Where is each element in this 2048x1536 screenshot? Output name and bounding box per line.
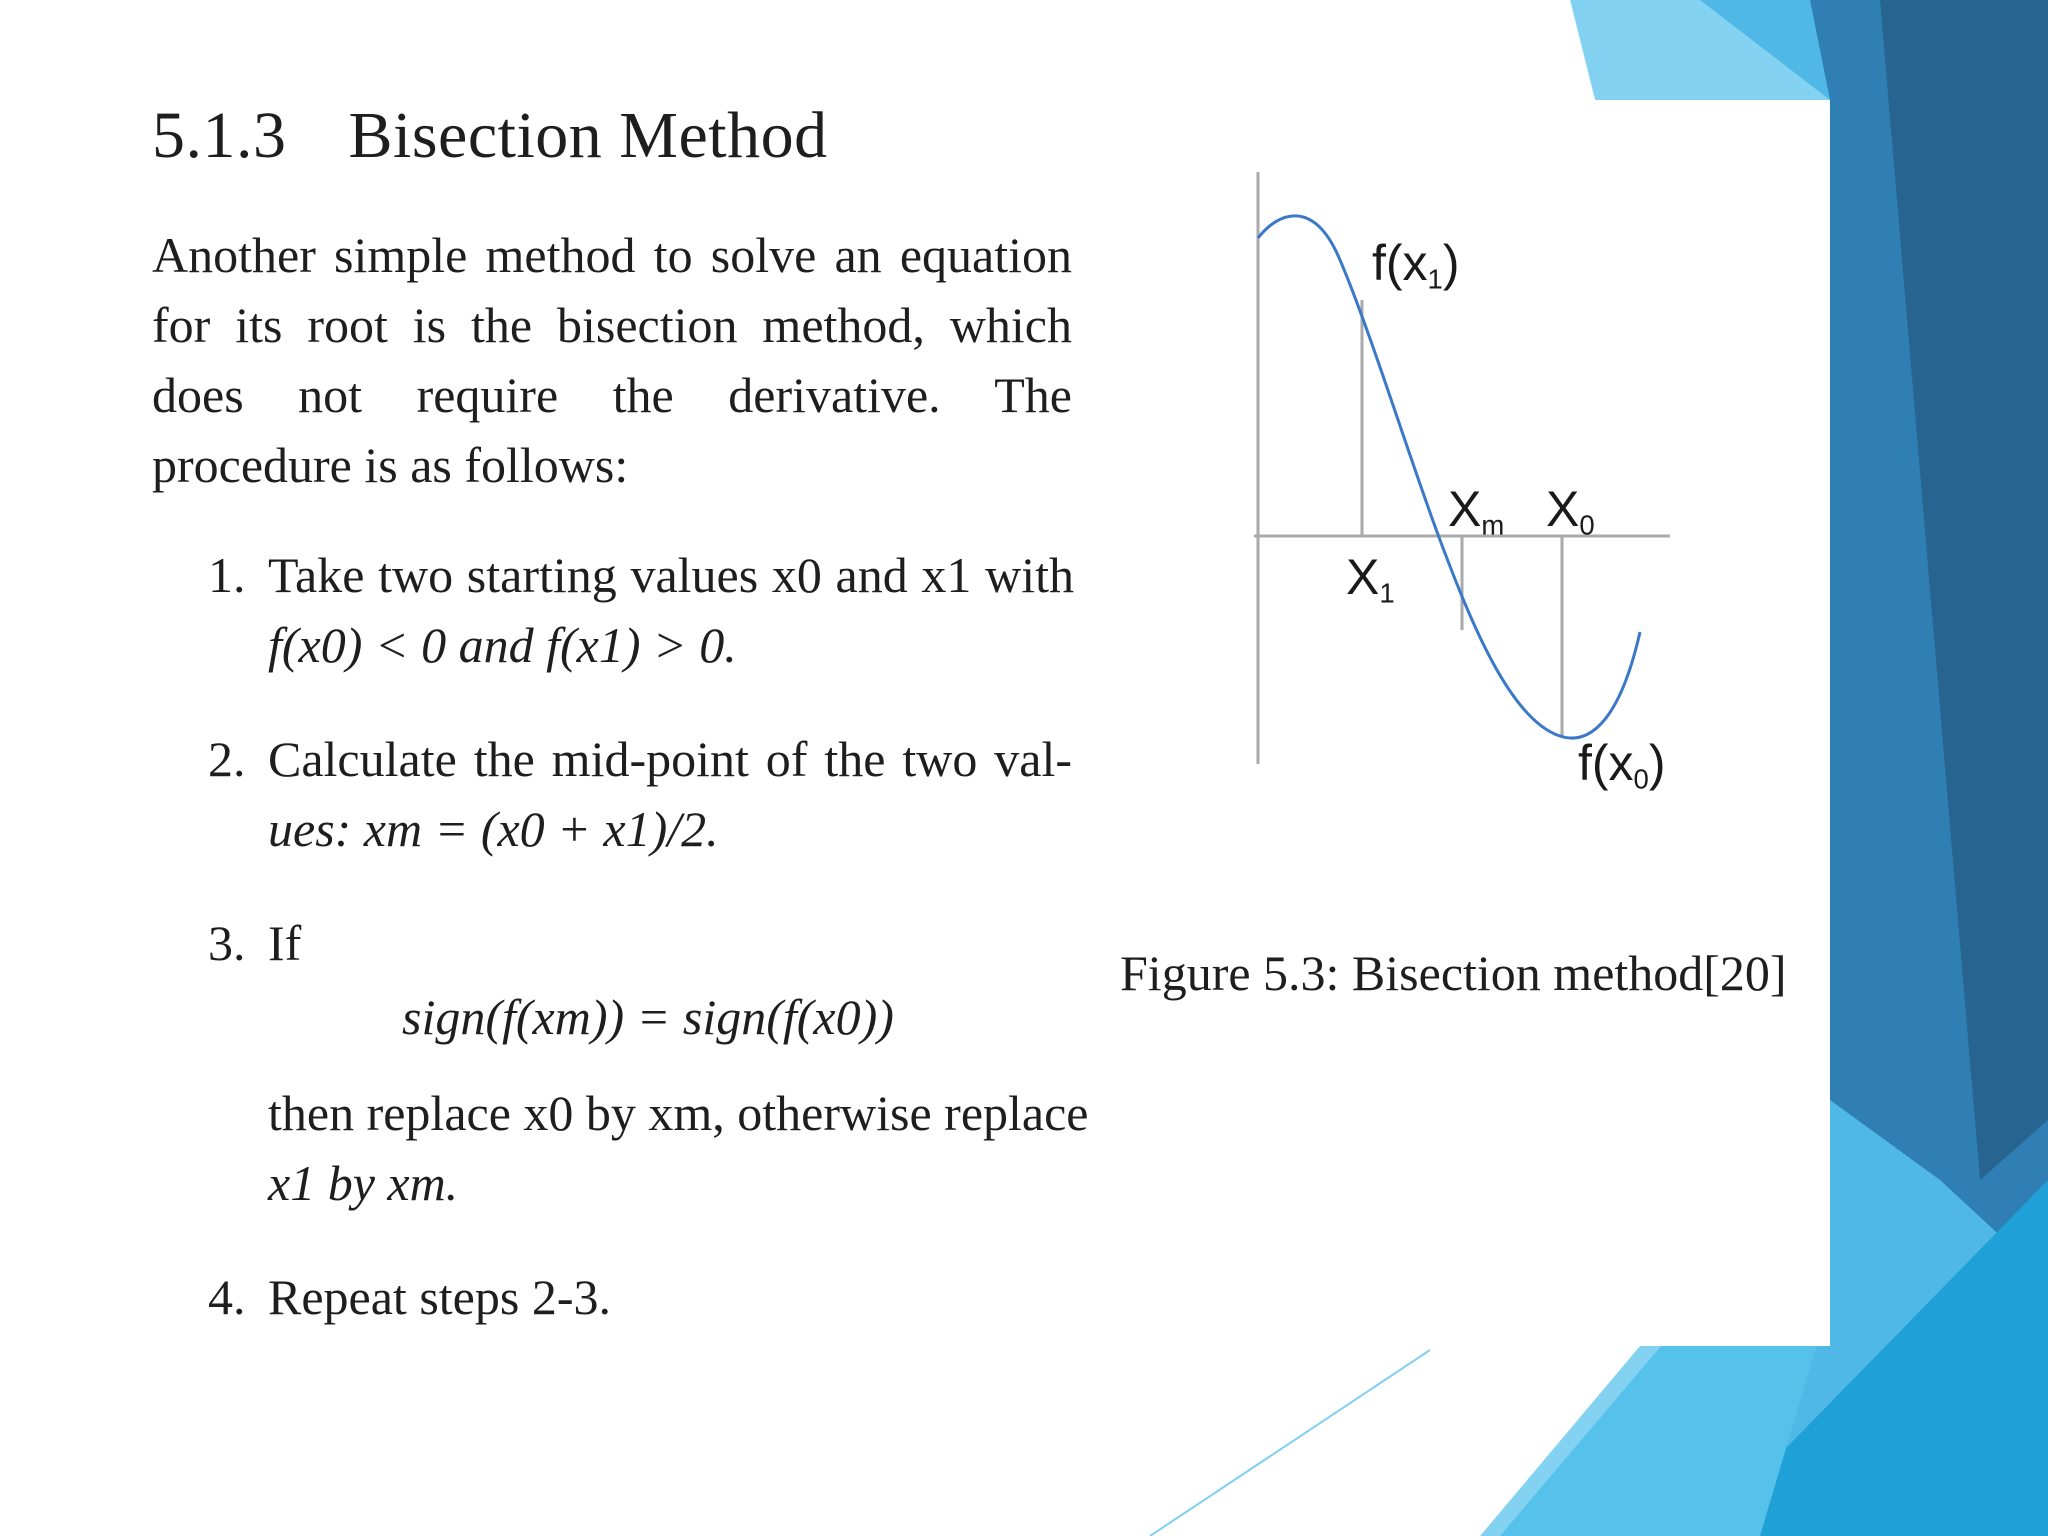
step-1-line-1: Take two starting values x0 and x1 with: [268, 547, 1074, 603]
step-3-equation: sign(f(xm)) = sign(f(x0)): [402, 989, 894, 1045]
figure-caption: Figure 5.3: Bisection method[20]: [1120, 945, 1787, 1001]
label-x-1: $X_1$: [1346, 549, 1395, 609]
step-3-line-2: then replace x0 by xm, otherwise replace: [268, 1085, 1089, 1141]
step-3-number: 3.: [208, 915, 246, 971]
intro-paragraph: Another simple method to solve an equation for its root is the bisection method, which does not require the derivative. The procedure is as follows:: [152, 227, 1072, 493]
step-2-line-2: ues: xm = (x0 + x1)/2.: [268, 801, 719, 857]
section-number: 5.1.3: [152, 99, 287, 172]
section-heading: [152, 98, 828, 174]
step-4-line-1: Repeat steps 2-3.: [268, 1269, 611, 1325]
step-1-line-2: f(x0) < 0 and f(x1) > 0.: [268, 617, 737, 673]
label-x-m: $X_m$: [1448, 481, 1505, 541]
label-x-0: $X_0$: [1546, 481, 1595, 541]
step-1-number: 1.: [208, 547, 246, 603]
label-f-x0: $f(x_0)$: [1578, 735, 1666, 795]
step-4-number: 4.: [208, 1269, 246, 1325]
section-title: Bisection Method: [348, 99, 828, 172]
step-2-number: 2.: [208, 731, 246, 787]
step-3-line-1: If: [268, 915, 302, 971]
step-3-line-3: x1 by xm.: [268, 1155, 459, 1211]
bisection-figure: [1240, 160, 1680, 780]
label-f-x1: $f(x_1)$: [1372, 235, 1460, 295]
step-2-line-1: Calculate the mid-point of the two val-: [268, 731, 1072, 787]
